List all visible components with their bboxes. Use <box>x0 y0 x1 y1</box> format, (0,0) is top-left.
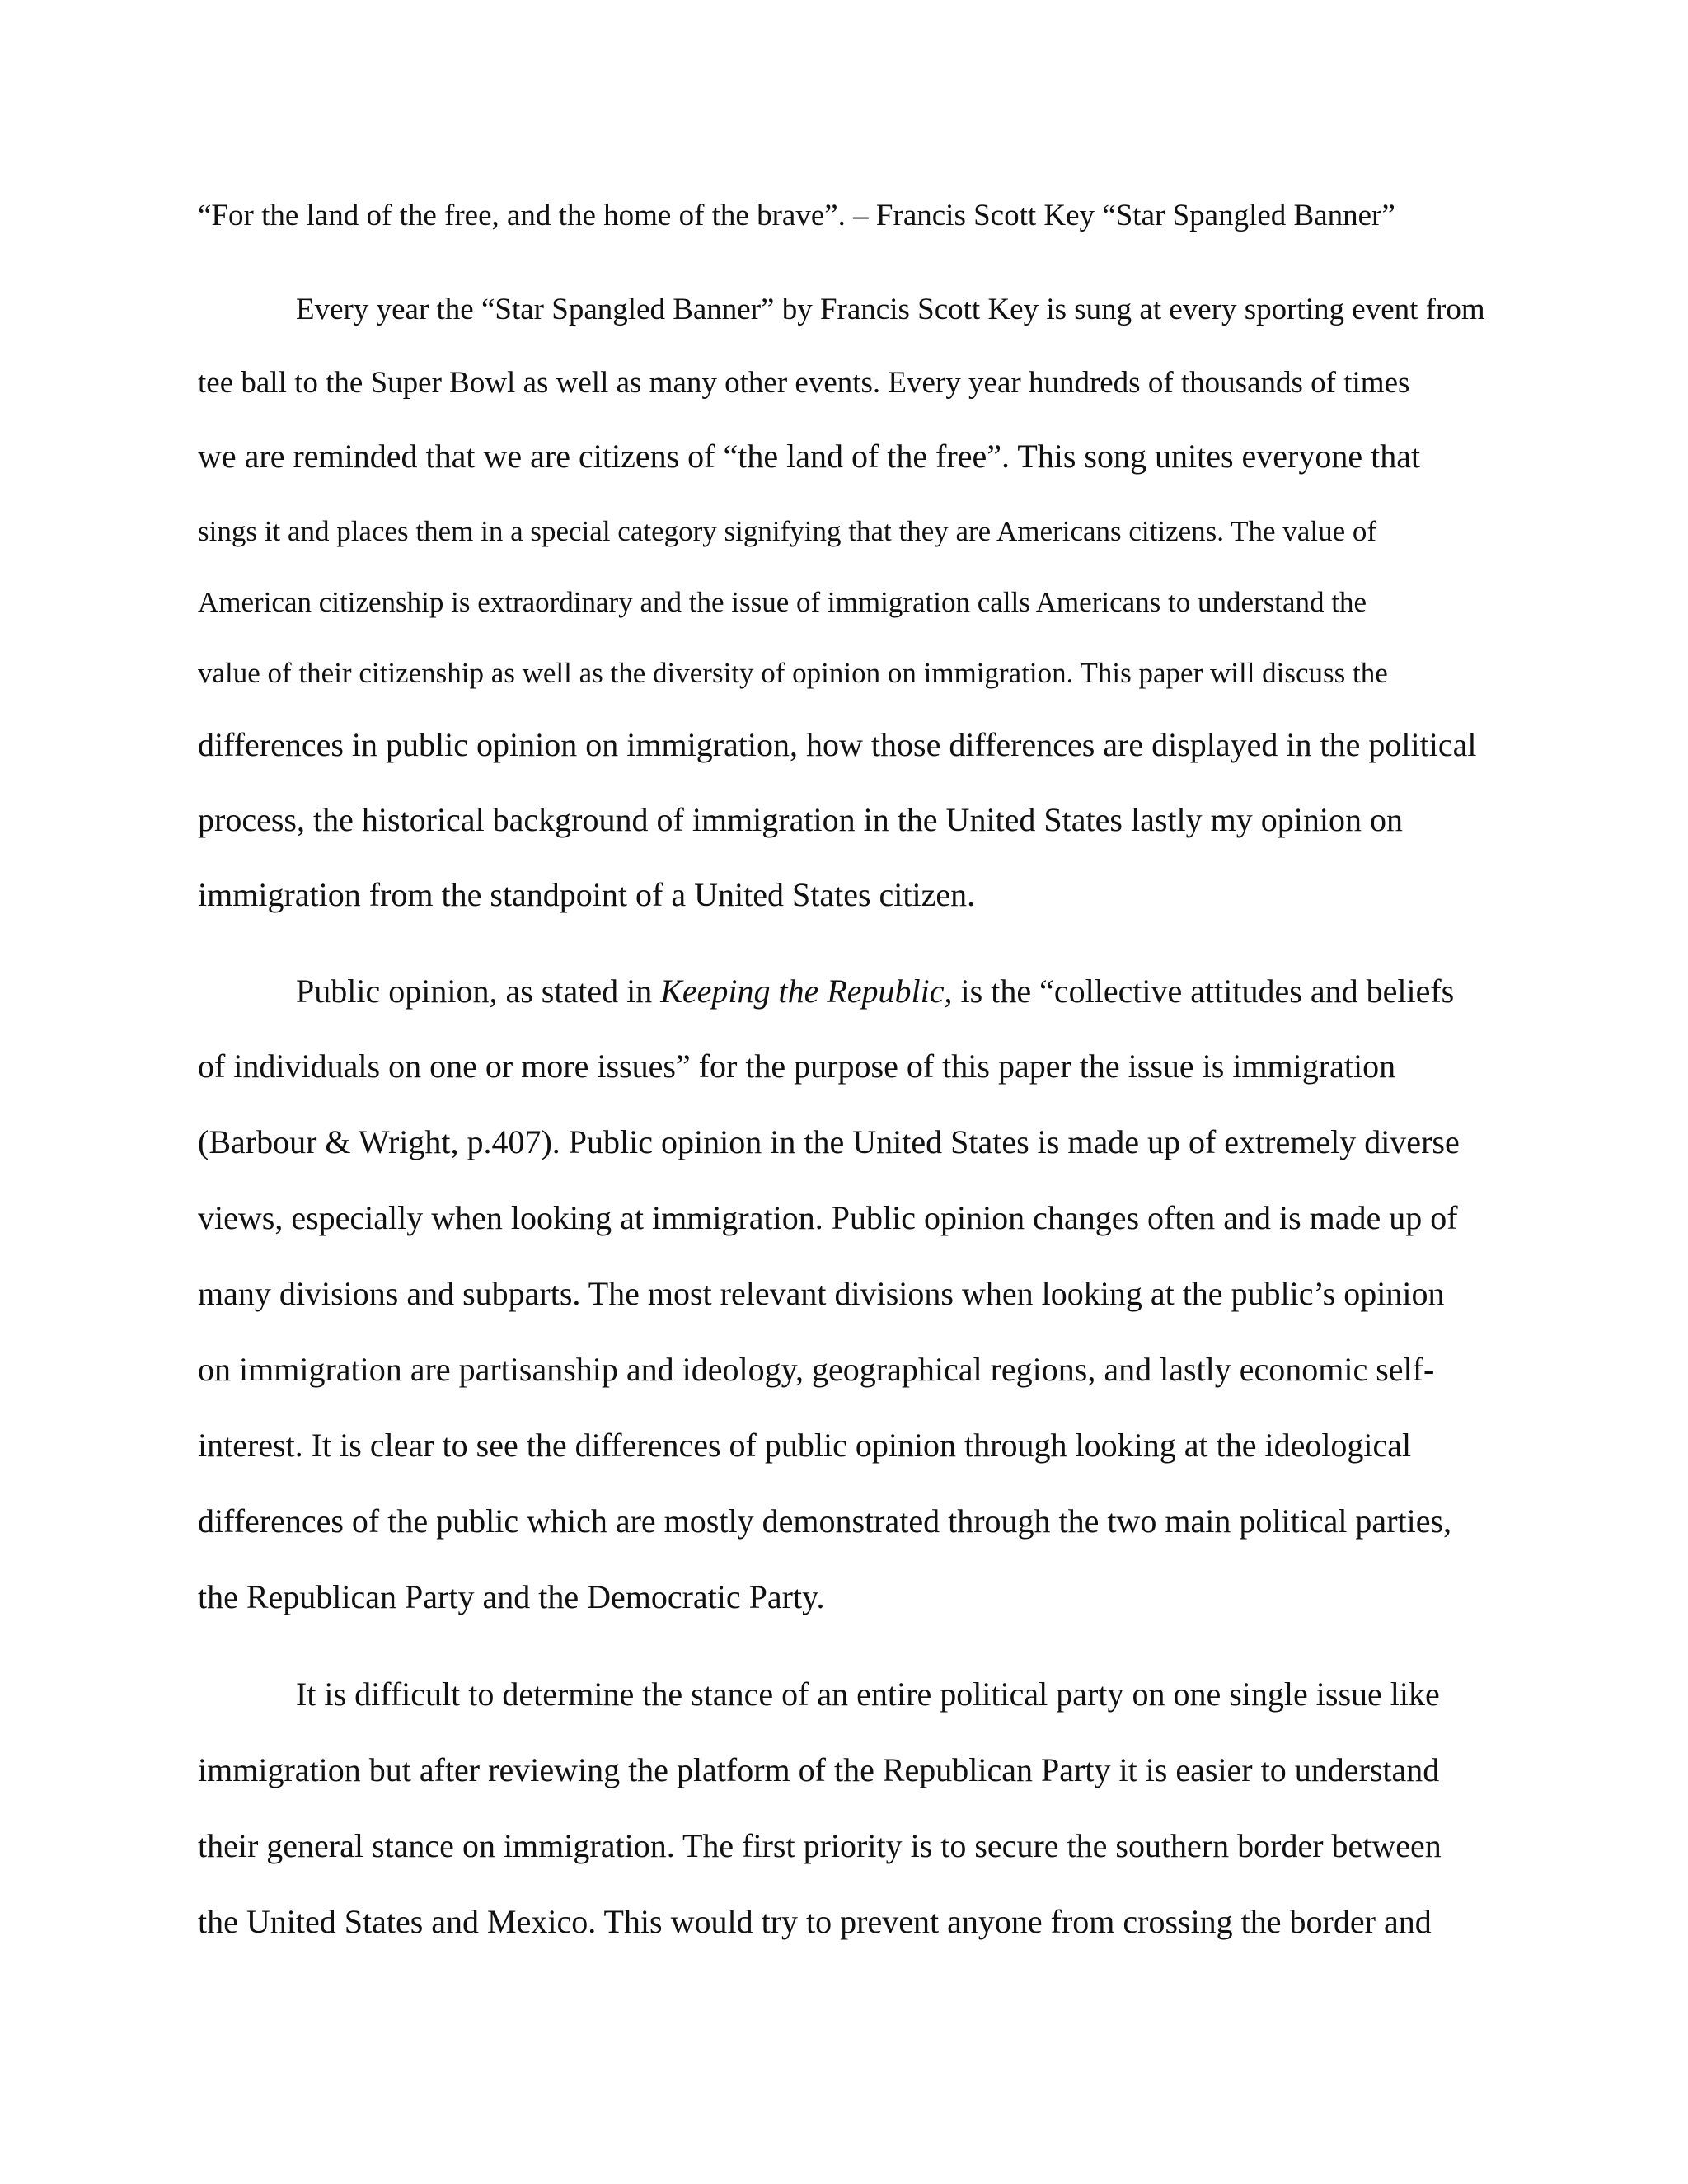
book-title-italic: Keeping the Republic <box>660 972 945 1010</box>
paragraph-2-line-6: on immigration are partisanship and ideology, geographical regions, and lastly economic self- <box>198 1351 1435 1388</box>
paragraph-1-line-8: process, the historical background of immigration in the United States lastly my opinion on <box>198 801 1403 838</box>
paragraph-3-line-1: It is difficult to determine the stance of an entire political party on one single issue like <box>296 1675 1440 1713</box>
paragraph-1-line-4: sings it and places them in a special category signifying that they are Americans citizens. The value of <box>198 515 1377 547</box>
paragraph-2-text-before: Public opinion, as stated in <box>296 972 661 1010</box>
paragraph-1-line-6: value of their citizenship as well as the diversity of opinion on immigration. This paper will discuss the <box>198 657 1388 689</box>
paragraph-2-text-after: , is the “collective attitudes and beliefs <box>944 972 1455 1010</box>
epigraph: “For the land of the free, and the home of the brave”. – Francis Scott Key “Star Spangled Banner” <box>198 199 1395 232</box>
paragraph-1-line-2: tee ball to the Super Bowl as well as many other events. Every year hundreds of thousands of times <box>198 366 1410 400</box>
paragraph-1-line-9: immigration from the standpoint of a United States citizen. <box>198 876 976 913</box>
paragraph-2-line-8: differences of the public which are mostly demonstrated through the two main political parties, <box>198 1502 1452 1540</box>
paragraph-3-line-3: their general stance on immigration. The first priority is to secure the southern border between <box>198 1827 1442 1864</box>
paragraph-2-line-2: of individuals on one or more issues” for the purpose of this paper the issue is immigration <box>198 1047 1396 1085</box>
paragraph-3-line-2: immigration but after reviewing the platform of the Republican Party it is easier to understand <box>198 1751 1440 1788</box>
paragraph-2-line-7: interest. It is clear to see the differences of public opinion through looking at the ideological <box>198 1427 1412 1464</box>
paragraph-2-line-5: many divisions and subparts. The most relevant divisions when looking at the public’s opinion <box>198 1275 1445 1312</box>
paragraph-1-line-5: American citizenship is extraordinary and the issue of immigration calls Americans to understand the <box>198 586 1367 618</box>
paragraph-2-line-9: the Republican Party and the Democratic Party. <box>198 1578 825 1615</box>
paragraph-2-line-4: views, especially when looking at immigration. Public opinion changes often and is made up of <box>198 1199 1458 1236</box>
paragraph-1-line-1: Every year the “Star Spangled Banner” by Francis Scott Key is sung at every sporting event from <box>296 293 1485 326</box>
paragraph-1-line-3: we are reminded that we are citizens of “the land of the free”. This song unites everyone that <box>198 438 1421 475</box>
paragraph-2-line-3: (Barbour & Wright, p.407). Public opinion in the United States is made up of extremely diverse <box>198 1123 1460 1160</box>
paragraph-1-line-7: differences in public opinion on immigration, how those differences are displayed in the political <box>198 726 1477 763</box>
paragraph-2-line-1 <box>296 973 1454 1010</box>
paragraph-3-line-4: the United States and Mexico. This would try to prevent anyone from crossing the border and <box>198 1903 1432 1940</box>
